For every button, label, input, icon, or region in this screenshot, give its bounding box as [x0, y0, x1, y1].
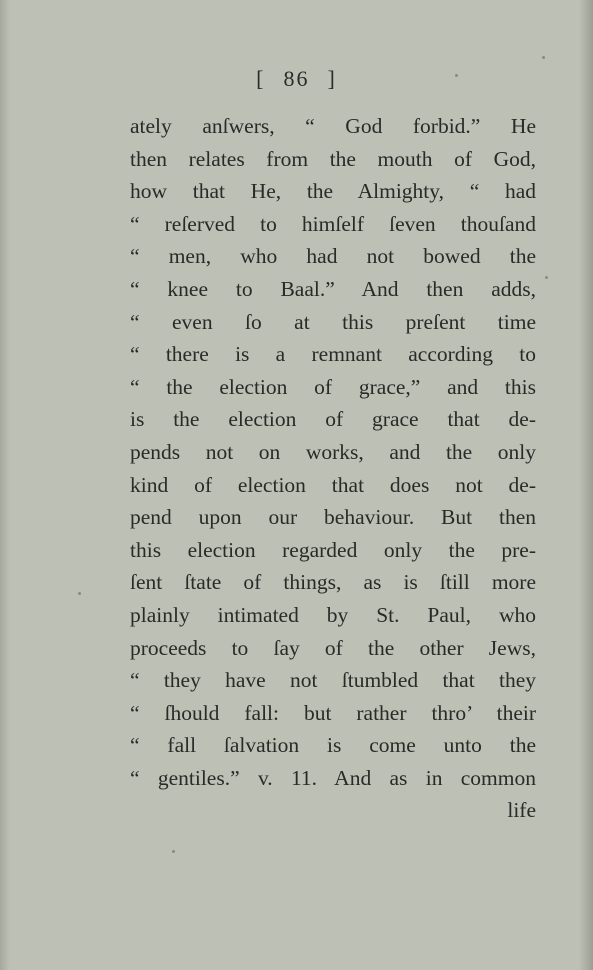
page-number: 86: [283, 66, 310, 91]
paper-speck: [455, 74, 458, 77]
paper-speck: [172, 850, 175, 853]
text-line: “ knee to Baal.” And then adds,: [130, 276, 536, 301]
catchword: life: [507, 798, 536, 823]
text-line: “ fall ſalvation is come unto the: [130, 733, 536, 758]
text-line: “ gentiles.” v. 11. And as in common: [130, 765, 536, 790]
text-line: “ reſerved to himſelf ſeven thouſand: [130, 211, 536, 236]
text-line: this election regarded only the pre-: [130, 537, 536, 562]
paper-speck: [78, 592, 81, 595]
paper-speck: [542, 56, 545, 59]
text-line: “ men, who had not bowed the: [130, 244, 536, 269]
text-line: plainly intimated by St. Paul, who: [130, 602, 536, 627]
body-text: [130, 110, 536, 827]
bracket-open: [: [256, 66, 266, 91]
text-line: ately anſwers, “ God forbid.” He: [130, 114, 536, 138]
text-line: “ they have not ſtumbled that they: [130, 668, 536, 693]
text-line: “ the election of grace,” and this: [130, 374, 536, 399]
text-line: pend upon our behaviour. But then: [130, 505, 536, 530]
text-line: is the election of grace that de-: [130, 407, 536, 432]
text-line: pends not on works, and the only: [130, 439, 536, 464]
page-header: [0, 66, 593, 92]
text-line: how that He, the Almighty, “ had: [130, 179, 536, 204]
page-edge-shadow-right: [579, 0, 593, 970]
text-line: “ there is a remnant according to: [130, 342, 536, 367]
text-line: ſent ſtate of things, as is ſtill more: [130, 570, 536, 595]
bracket-close: ]: [327, 66, 337, 91]
text-line: “ even ſo at this preſent time: [130, 309, 536, 334]
text-line: “ ſhould fall: but rather thro’ their: [130, 700, 536, 725]
text-line: then relates from the mouth of God,: [130, 146, 536, 171]
paper-speck: [545, 276, 548, 279]
text-line: proceeds to ſay of the other Jews,: [130, 635, 536, 660]
text-line: kind of election that does not de-: [130, 472, 536, 497]
page-edge-shadow-left: [0, 0, 10, 970]
